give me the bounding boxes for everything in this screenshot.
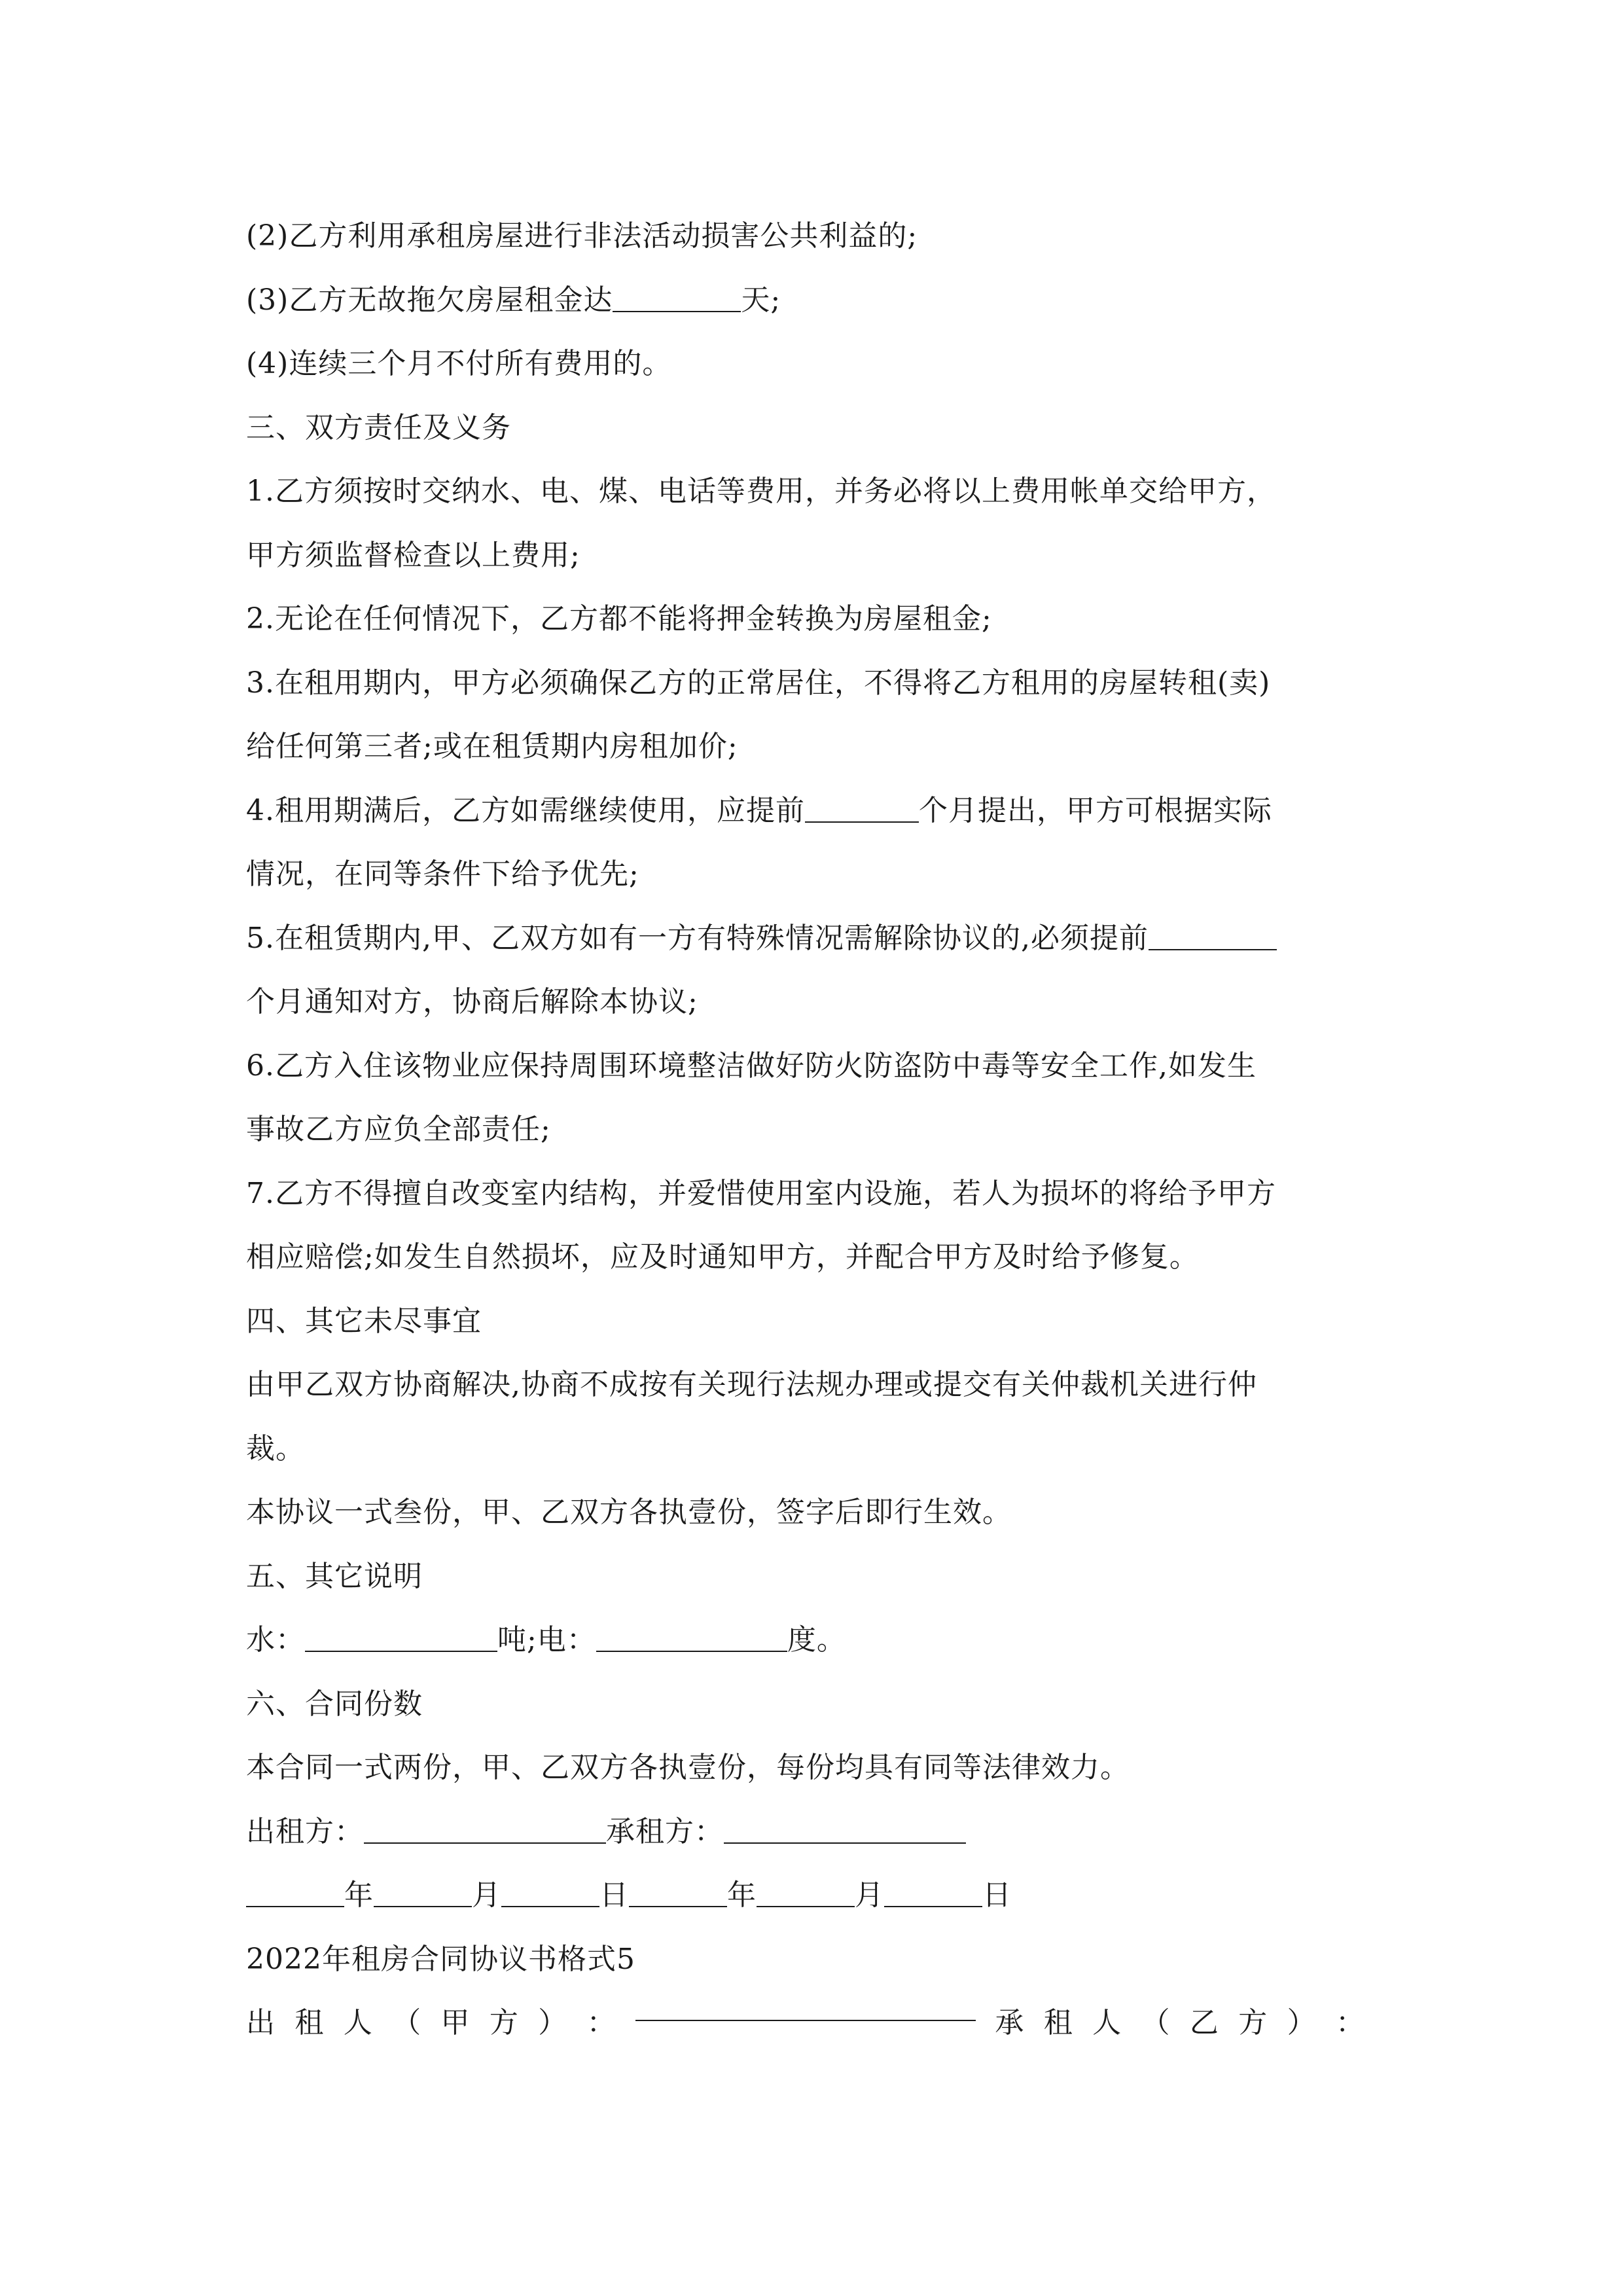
party-char: ） [538, 2006, 568, 2039]
day-label: 日 [599, 1878, 629, 1912]
lessor-name-blank [635, 1991, 976, 2021]
duty-4-line-2: 情况，在同等条件下给予优先; [246, 857, 639, 891]
months-blank [805, 793, 919, 823]
clause-termination-4: (4)连续三个月不付所有费用的。 [246, 347, 672, 380]
day-blank [501, 1877, 599, 1907]
notice-months-blank [1149, 920, 1277, 950]
signature-line [246, 1800, 1385, 1864]
month-blank [374, 1877, 472, 1907]
days-blank [613, 282, 741, 312]
party-char: （ [1141, 2006, 1171, 2039]
lessee-label: 承租方： [606, 1814, 724, 1848]
party-names-line [246, 1991, 1365, 2055]
electricity-label: 吨;电： [497, 1623, 596, 1657]
duty-1-line-2: 甲方须监督检查以上费用; [246, 538, 580, 572]
clause-text: 个月提出，甲方可根据实际 [918, 793, 1272, 827]
contract-page [246, 204, 1385, 2055]
day-blank [884, 1877, 982, 1907]
party-char: 承 [995, 2006, 1025, 2039]
year-label: 年 [344, 1878, 374, 1912]
clause-text: 4.租用期满后，乙方如需继续使用，应提前 [246, 793, 805, 827]
year-blank [629, 1877, 727, 1907]
unit-label: 度。 [787, 1623, 846, 1657]
copies-statement: 本协议一式叁份，甲、乙双方各执壹份，签字后即行生效。 [246, 1496, 1012, 1529]
other-matters-line-1: 由甲乙双方协商解决,协商不成按有关现行法规办理或提交有关仲裁机关进行仲 [246, 1368, 1257, 1401]
duty-6-line-1: 6.乙方入住该物业应保持周围环境整洁做好防火防盗防中毒等安全工作,如发生 [246, 1049, 1257, 1083]
party-char: ： [1336, 2006, 1365, 2039]
party-char: 人 [343, 2006, 373, 2039]
electricity-blank [596, 1622, 787, 1652]
party-char: 方 [1238, 2006, 1268, 2039]
party-char: ） [1287, 2006, 1317, 2039]
clause-text: 5.在租赁期内,甲、乙双方如有一方有特殊情况需解除协议的,必须提前 [246, 921, 1149, 955]
party-char: 出 [246, 2006, 276, 2039]
clause-termination-2: (2)乙方利用承租房屋进行非法活动损害公共利益的; [246, 219, 918, 253]
month-blank [757, 1877, 855, 1907]
duty-3-line-1: 3.在租用期内，甲方必须确保乙方的正常居住，不得将乙方租用的房屋转租(卖) [246, 666, 1271, 700]
lessee-signature-blank [724, 1814, 966, 1844]
clause-text: (3)乙方无故拖欠房屋租金达 [246, 283, 613, 317]
duty-7-line-2: 相应赔偿;如发生自然损坏，应及时通知甲方，并配合甲方及时给予修复。 [246, 1240, 1199, 1274]
party-char: ： [586, 2006, 616, 2039]
party-char: （ [392, 2006, 422, 2039]
clause-termination-3 [246, 268, 1385, 332]
utility-readings [246, 1608, 1385, 1672]
party-char: 人 [1092, 2006, 1122, 2039]
date-line [246, 1863, 1385, 1928]
contract-copies: 本合同一式两份，甲、乙双方各执壹份，每份均具有同等法律效力。 [246, 1751, 1130, 1784]
clause-text: 天; [741, 283, 781, 317]
duty-5-line-1 [246, 906, 1385, 971]
month-label: 月 [855, 1878, 884, 1912]
section-heading-6: 六、合同份数 [246, 1687, 423, 1721]
duty-1-line-1: 1.乙方须按时交纳水、电、煤、电话等费用，并务必将以上费用帐单交给甲方， [246, 475, 1276, 508]
duty-7-line-1: 7.乙方不得擅自改变室内结构，并爱惜使用室内设施，若人为损坏的将给予甲方 [246, 1176, 1276, 1210]
section-heading-5: 五、其它说明 [246, 1559, 423, 1593]
duty-5-line-2: 个月通知对方，协商后解除本协议; [246, 985, 698, 1018]
duty-2: 2.无论在任何情况下，乙方都不能将押金转换为房屋租金; [246, 602, 992, 636]
section-heading-4: 四、其它未尽事宜 [246, 1304, 482, 1338]
duty-6-line-2: 事故乙方应负全部责任; [246, 1113, 551, 1146]
section-heading-3: 三、双方责任及义务 [246, 410, 511, 444]
lessor-label: 出租方： [246, 1814, 364, 1848]
year-blank [246, 1877, 344, 1907]
water-blank [305, 1622, 497, 1652]
duty-3-line-2: 给任何第三者;或在租赁期内房租加价; [246, 730, 738, 763]
lessor-signature-blank [364, 1814, 606, 1844]
other-matters-line-2: 裁。 [246, 1431, 305, 1465]
duty-4-line-1 [246, 779, 1385, 843]
day-label: 日 [982, 1878, 1012, 1912]
party-char: 方 [489, 2006, 519, 2039]
water-label: 水： [246, 1623, 305, 1657]
party-char: 租 [1043, 2006, 1073, 2039]
next-document-title: 2022年租房合同协议书格式5 [246, 1942, 635, 1976]
month-label: 月 [472, 1878, 501, 1912]
party-char: 乙 [1189, 2006, 1219, 2039]
party-char: 租 [294, 2006, 325, 2039]
year-label: 年 [727, 1878, 757, 1912]
party-char: 甲 [440, 2006, 471, 2039]
